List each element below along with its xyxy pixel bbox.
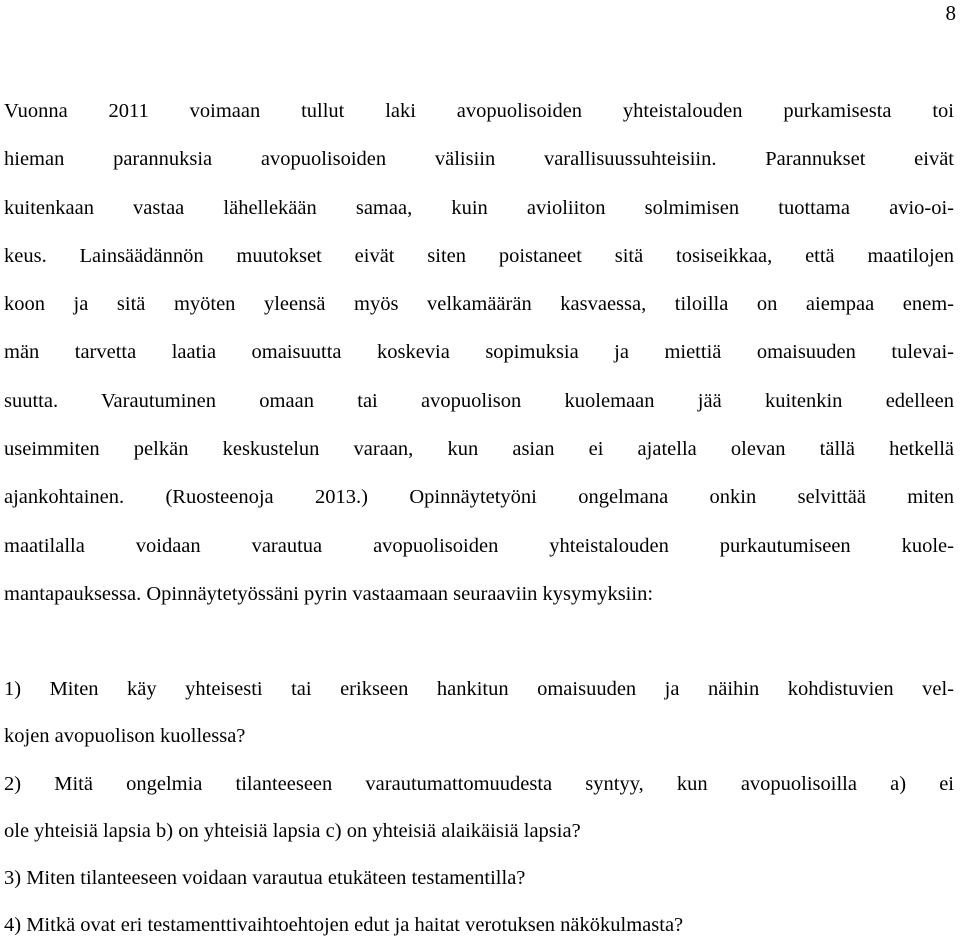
question-line: 3) Miten tilanteeseen voidaan varautua etukäteen testamentilla? — [4, 867, 526, 890]
paragraph-line: Vuonna 2011 voimaan tullut laki avopuolisoiden yhteistalouden purkamisesta toi — [4, 100, 954, 122]
paragraph-line: useimmiten pelkän keskustelun varaan, kun asian ei ajatella olevan tällä hetkellä — [4, 438, 954, 461]
paragraph-line: suutta. Varautuminen omaan tai avopuolison kuolemaan jää kuitenkin edelleen — [4, 389, 954, 412]
page-number: 8 — [945, 1, 956, 25]
paragraph-line: män tarvetta laatia omaisuutta koskevia sopimuksia ja miettiä omaisuuden tulevai- — [4, 341, 954, 364]
paragraph-line: koon ja sitä myöten yleensä myös velkamäärän kasvaessa, tiloilla on aiempaa enem- — [4, 293, 954, 316]
paragraph-line: hieman parannuksia avopuolisoiden välisiin varallisuussuhteisiin. Parannukset eivät — [4, 148, 954, 171]
question-line: 2) Mitä ongelmia tilanteeseen varautumattomuudesta syntyy, kun avopuolisoilla a) ei — [4, 772, 954, 795]
research-questions — [4, 666, 954, 950]
question-line: ole yhteisiä lapsia b) on yhteisiä lapsia c) on yhteisiä alaikäisiä lapsia? — [4, 819, 581, 842]
question-line: 1) Miten käy yhteisesti tai erikseen hankitun omaisuuden ja näihin kohdistuvien vel- — [4, 678, 954, 700]
paragraph-line: maatilalla voidaan varautua avopuolisoiden yhteistalouden purkautumiseen kuole- — [4, 534, 954, 557]
paragraph-line: mantapauksessa. Opinnäytetyössäni pyrin vastaamaan seuraaviin kysymyksiin: — [4, 582, 654, 605]
paragraph-line: keus. Lainsäädännön muutokset eivät siten poistaneet sitä tosiseikkaa, että maatilojen — [4, 244, 954, 267]
paragraph-line: ajankohtainen. (Ruosteenoja 2013.) Opinnäytetyöni ongelmana onkin selvittää miten — [4, 486, 954, 509]
body-paragraph — [4, 88, 954, 619]
question-line: 4) Mitkä ovat eri testamenttivaihtoehtojen edut ja haitat verotuksen näkökulmasta? — [4, 914, 684, 937]
question-line: kojen avopuolison kuollessa? — [4, 725, 246, 748]
paragraph-line: kuitenkaan vastaa lähellekään samaa, kuin avioliiton solmimisen tuottama avio-oi- — [4, 196, 954, 219]
